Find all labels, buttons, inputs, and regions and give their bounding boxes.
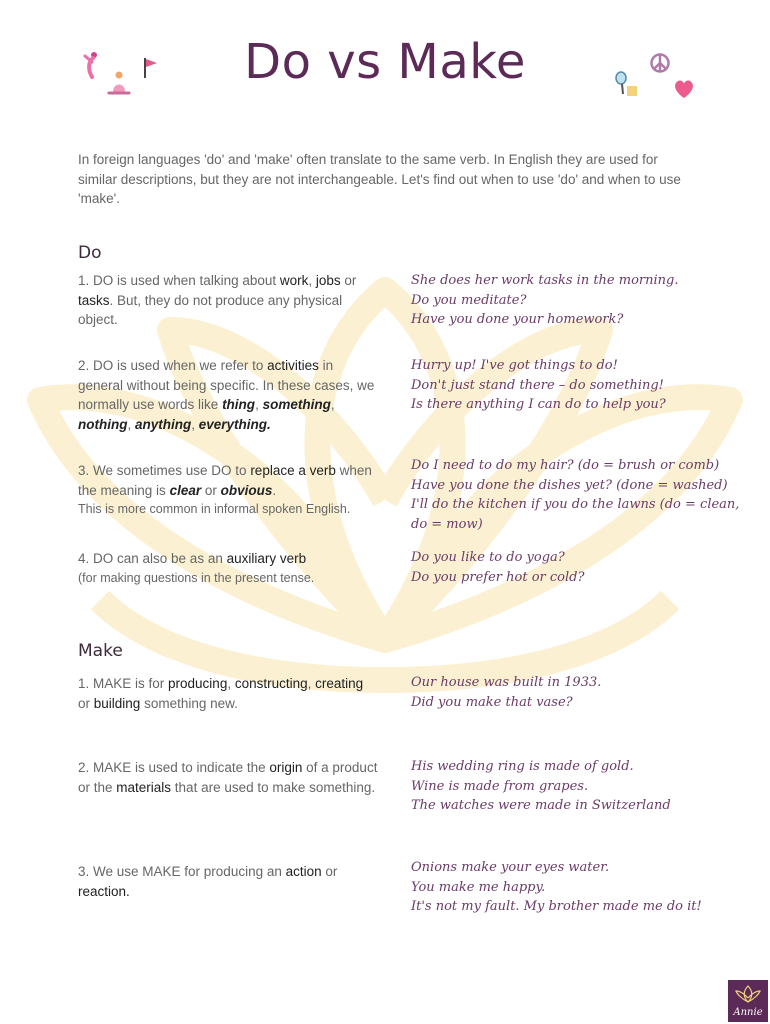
example-line: Is there anything I can do to help you? [411,397,666,412]
logo-text: Annie [733,1007,763,1018]
make-rule-3-examples [411,858,751,917]
do-heading: Do [78,243,102,263]
example-line: Don't just stand there – do something! [411,377,664,393]
page-title: Do vs Make [244,34,526,90]
do-rule-2-examples [411,356,751,415]
do-rule-3: 3. We sometimes use DO to replace a verb when the meaning is clear or obvious. This is more common in informal spoken English. [78,461,378,520]
make-rule-2: 2. MAKE is used to indicate the origin of a product or the materials that are used to make something. [78,760,378,795]
example-line: His wedding ring is made of gold. [411,759,634,774]
do-rule-4-examples [411,548,751,587]
example-line: Have you done your homework? [411,312,624,327]
rule-note: This is more common in informal spoken English. [78,502,351,516]
example-line: Hurry up! I've got things to do! [411,358,618,373]
make-rule-2-examples [411,757,751,816]
do-rule-4: 4. DO can also be as an auxiliary verb (for making questions in the present tense. [78,549,378,588]
lotus-logo-icon [733,984,763,1004]
example-line: It's not my fault. My brother made me do it! [411,899,702,914]
do-rule-1: 1. DO is used when talking about work, jobs or tasks. But, they do not produce any physical object. [78,273,357,327]
example-line: Have you done the dishes yet? (done = washed) [411,477,728,493]
make-heading: Make [78,641,123,661]
make-rule-1-examples [411,673,751,712]
example-line: Do I need to do my hair? (do = brush or comb) [411,458,720,473]
example-line: Onions make your eyes water. [411,860,610,875]
make-rule-3: 3. We use MAKE for producing an action or reaction. [78,864,338,899]
example-line: She does her work tasks in the morning. [411,273,679,288]
do-rule-3-examples [411,456,751,534]
intro-paragraph: In foreign languages 'do' and 'make' often translate to the same verb. In English they are used for similar descriptions, but they are not interchangeable. Let's find out when to use 'do' and when to use 'make'. [78,152,681,206]
example-line: Did you make that vase? [411,694,573,710]
do-rule-2: 2. DO is used when we refer to activities in general without being specific. In these cases, we normally use words like thing, something, nothing, anything, everything. [78,358,375,432]
example-line: You make me happy. [411,879,546,895]
example-line: Wine is made from grapes. [411,778,589,794]
example-line: Our house was built in 1933. [411,675,602,690]
example-line: I'll do the kitchen if you do the lawns (do = clean, do = mow) [411,497,740,532]
example-line: Do you meditate? [411,292,527,308]
example-line: The watches were made in Switzerland [411,798,671,813]
brand-logo [728,980,768,1022]
rule-note: (for making questions in the present tense. [78,570,315,585]
example-line: Do you like to do yoga? [411,550,565,565]
example-line: Do you prefer hot or cold? [411,569,585,585]
make-rule-1: 1. MAKE is for producing, constructing, creating or building something new. [78,676,364,711]
do-rule-1-examples [411,271,751,330]
